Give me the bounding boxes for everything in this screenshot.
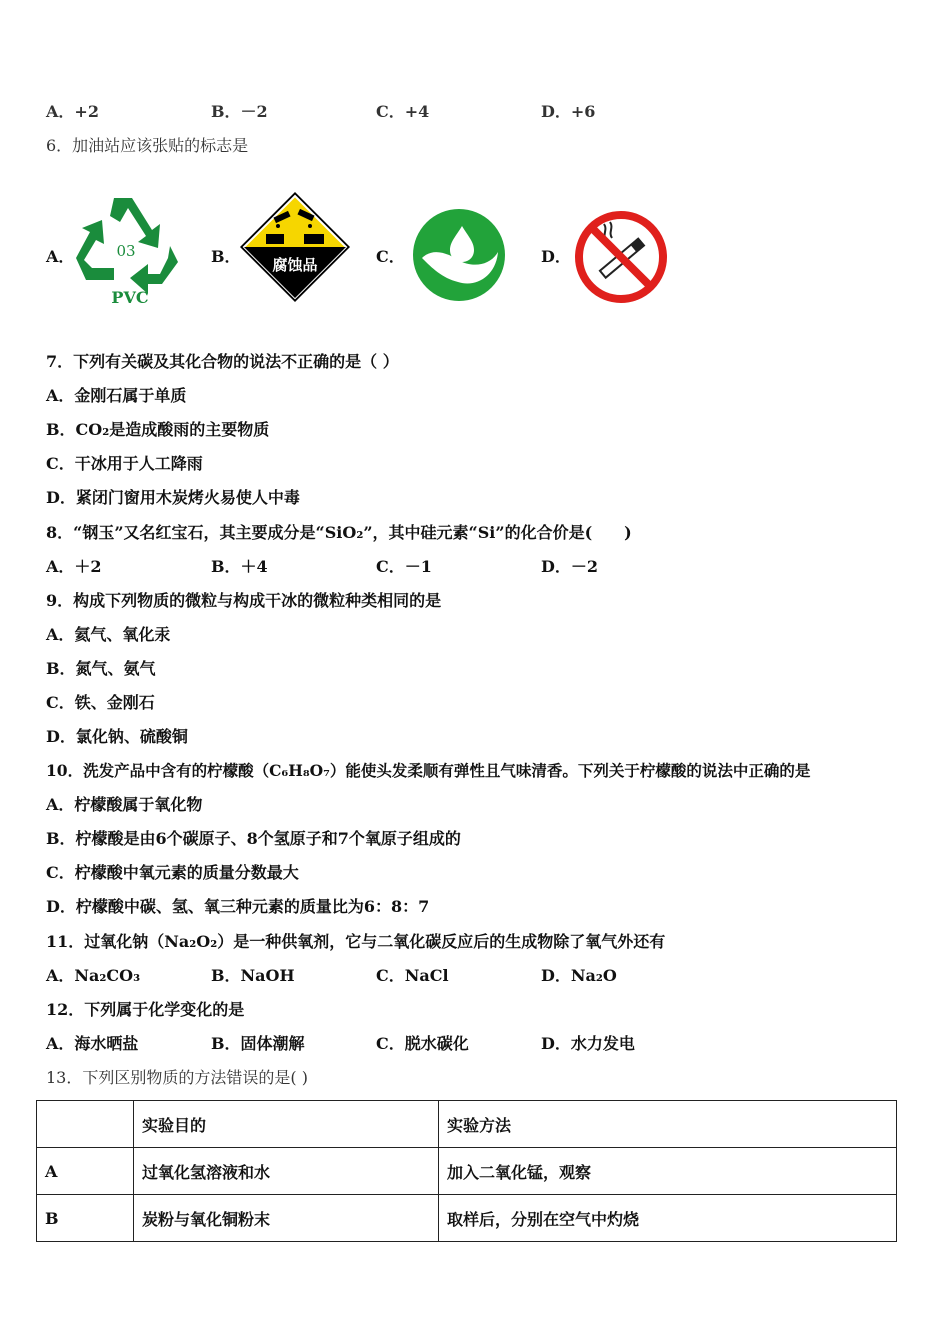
q11-option-a: A．Na₂CO₃ [46, 966, 141, 985]
q11-option-d: D．Na₂O [541, 966, 617, 985]
q6-label-a: A． [46, 247, 75, 266]
table-header-cell [37, 1101, 134, 1148]
q11-option-b: B．NaOH [211, 966, 295, 985]
q12-option-a: A．海水晒盐 [46, 1034, 139, 1053]
q6-label-c: C． [376, 247, 405, 266]
table-cell: A [37, 1148, 134, 1195]
q8-option-b: B．＋4 [211, 557, 268, 576]
table-row [37, 1195, 897, 1242]
q11-option-c: C．NaCl [376, 966, 449, 985]
table-cell: 取样后，分别在空气中灼烧 [439, 1195, 897, 1242]
table-cell: 过氧化氢溶液和水 [134, 1148, 439, 1195]
q13-stem: 13．下列区别物质的方法错误的是( ) [46, 1068, 308, 1087]
q5-option-a: A．+2 [46, 102, 99, 121]
recycle-pvc-icon [74, 186, 186, 310]
q10-option-b: B．柠檬酸是由6个碳原子、8个氢原子和7个氧原子组成的 [46, 829, 461, 848]
table-cell: 炭粉与氧化铜粉末 [134, 1195, 439, 1242]
q5-option-c: C．+4 [376, 102, 430, 121]
q9-option-a: A．氦气、氧化汞 [46, 625, 171, 644]
q6-stem: 6．加油站应该张贴的标志是 [46, 136, 249, 155]
table-cell: 加入二氧化锰，观察 [439, 1148, 897, 1195]
q7-option-d: D．紧闭门窗用木炭烤火易使人中毒 [46, 488, 300, 507]
table-header-cell: 实验方法 [439, 1101, 897, 1148]
q12-option-d: D．水力发电 [541, 1034, 635, 1053]
q12-stem: 12．下列属于化学变化的是 [46, 1000, 245, 1019]
q8-option-a: A．＋2 [46, 557, 102, 576]
corrosive-text: 腐蚀品 [272, 256, 318, 274]
q10-option-c: C．柠檬酸中氧元素的质量分数最大 [46, 863, 299, 882]
q5-option-d: D．+6 [541, 102, 596, 121]
table-cell: B [37, 1195, 134, 1242]
table-row [37, 1148, 897, 1195]
q11-stem: 11．过氧化钠（Na₂O₂）是一种供氧剂，它与二氧化碳反应后的生成物除了氧气外还有 [46, 932, 666, 951]
q9-option-c: C．铁、金刚石 [46, 693, 155, 712]
q8-option-d: D．－2 [541, 557, 599, 576]
q12-option-b: B．固体潮解 [211, 1034, 305, 1053]
table-header-cell: 实验目的 [134, 1101, 439, 1148]
no-smoking-icon [574, 210, 668, 304]
q7-option-a: A．金刚石属于单质 [46, 386, 187, 405]
corrosive-sign-icon [238, 190, 352, 304]
table-header-row [37, 1101, 897, 1148]
q7-stem: 7．下列有关碳及其化合物的说法不正确的是（ ） [46, 352, 399, 371]
experiment-table [36, 1100, 897, 1242]
q8-option-c: C．－1 [376, 557, 432, 576]
recycle-name: PVC [111, 288, 149, 307]
q7-option-b: B．CO₂是造成酸雨的主要物质 [46, 420, 270, 439]
q9-option-d: D．氯化钠、硫酸铜 [46, 727, 188, 746]
q6-label-d: D． [541, 247, 571, 266]
q10-option-a: A．柠檬酸属于氧化物 [46, 795, 203, 814]
q5-option-b: B．－2 [211, 102, 268, 121]
q7-option-c: C．干冰用于人工降雨 [46, 454, 203, 473]
q10-option-d: D．柠檬酸中碳、氢、氧三种元素的质量比为6：8：7 [46, 897, 430, 916]
q8-stem: 8．“钢玉”又名红宝石，其主要成分是“SiO₂”，其中硅元素“Si”的化合价是( ) [46, 523, 632, 542]
water-saving-icon [412, 208, 506, 302]
q12-option-c: C．脱水碳化 [376, 1034, 469, 1053]
q9-option-b: B．氮气、氨气 [46, 659, 156, 678]
recycle-code: 03 [116, 242, 136, 260]
q10-stem: 10．洗发产品中含有的柠檬酸（C₆H₈O₇）能使头发柔顺有弹性且气味清香。下列关于柠檬酸的说法中正确的是 [46, 761, 811, 780]
q9-stem: 9．构成下列物质的微粒与构成干冰的微粒种类相同的是 [46, 591, 442, 610]
q6-label-b: B． [211, 247, 241, 266]
